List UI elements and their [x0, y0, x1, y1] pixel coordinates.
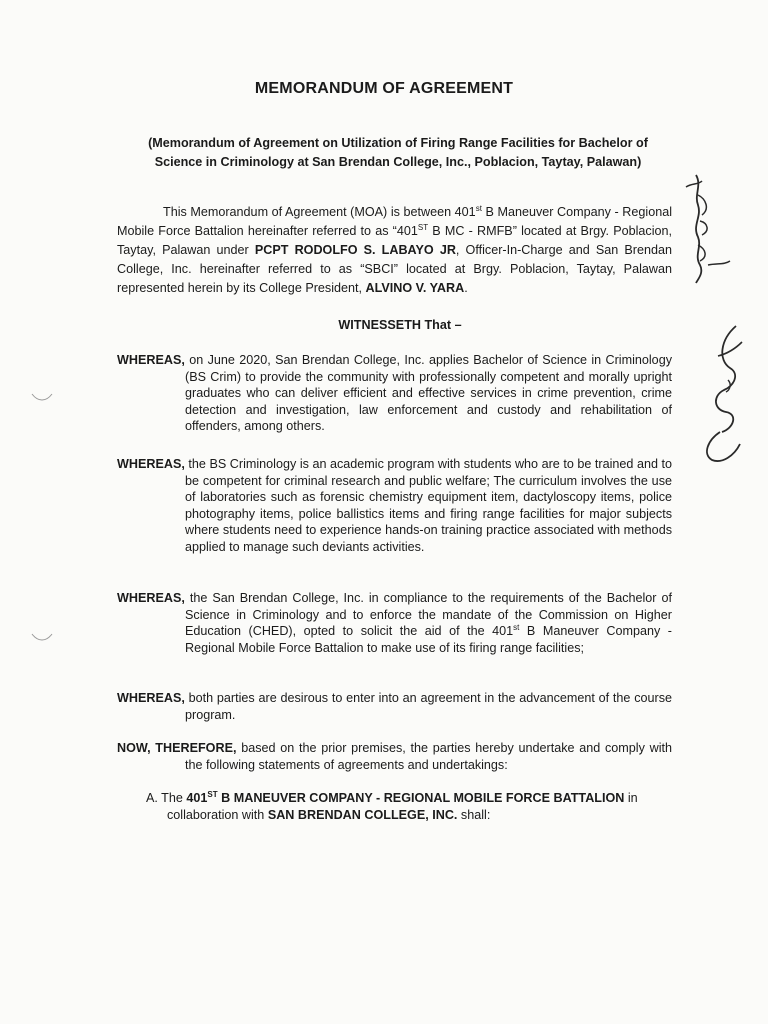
item-a [146, 790, 676, 824]
witnesseth-heading: WITNESSETH That – [338, 318, 462, 332]
whereas-clause-3 [117, 590, 672, 656]
clause-lead: WHEREAS, [117, 457, 185, 471]
clause-sup: st [513, 622, 520, 632]
now-therefore-clause [117, 740, 672, 773]
punch-hole-mark-1 [30, 392, 54, 404]
item-a-pre: The [157, 791, 187, 805]
clause-text: based on the prior premises, the parties hereby undertake and comply with the following statements of agreements and undertakings: [185, 741, 672, 772]
intro-sup-1: st [475, 203, 482, 213]
whereas-clause-2 [117, 456, 672, 555]
clause-lead: WHEREAS, [117, 591, 185, 605]
intro-paragraph [117, 203, 672, 298]
clause-lead: WHEREAS, [117, 353, 185, 367]
punch-hole-mark-2 [30, 632, 54, 644]
clause-text: the BS Criminology is an academic program with students who are to be trained and to be competent for criminal research and public welfare; The curriculum involves the use of laboratories such as forensic chemistry equipment item, dactyloscopy items, police photography items, police ballistics items and firing range facilities for major subjects where students need to experience hands-on training practice associated with methods applied to manage such deviants activities. [184, 457, 672, 554]
intro-text-3: B MC - RMFB” located at Brgy. Poblacion, Taytay, Palawan under [117, 224, 673, 257]
item-a-post: shall: [457, 808, 491, 822]
initials-signature-2 [690, 320, 760, 470]
clause-lead: WHEREAS, [117, 691, 185, 705]
document-subtitle [120, 134, 676, 172]
clause-text: on June 2020, San Brendan College, Inc. applies Bachelor of Science in Criminology (BS Crim) to provide the community with professionally competent and morally upright graduates who can deliver efficient and effective services in crime prevention, crime detection and investigation, law enforcement and custody and rehabilitation of offenders, among others. [184, 353, 672, 433]
item-a-mid: in collaboration with [167, 791, 638, 822]
president-name: ALVINO V. YARA [365, 281, 465, 295]
item-a-org-b: B MANEUVER COMPANY - REGIONAL MOBILE FORCE BATTALION [217, 791, 625, 805]
clause-text: both parties are desirous to enter into an agreement in the advancement of the course program. [184, 691, 672, 722]
initials-signature-1 [672, 165, 742, 295]
whereas-clause-4 [117, 690, 672, 723]
item-a-sup [207, 790, 217, 799]
clause-text-b: B Maneuver Company - Regional Mobile Force Battalion to make use of its firing range facilities; [185, 624, 673, 655]
item-a-org-a: 401 [186, 791, 208, 805]
subtitle-line-2: Science in Criminology at San Brendan College, Inc., Poblacion, Taytay, Palawan) [154, 155, 642, 169]
officer-name: PCPT RODOLFO S. LABAYO JR [254, 243, 456, 257]
clause-text-a: the San Brendan College, Inc. in compliance to the requirements of the Bachelor of Science in Criminology and to enforce the mandate of the Commission on Higher Education (CHED), opted to solicit the aid of the 401 [184, 591, 672, 638]
intro-text-5: . [464, 281, 468, 295]
clause-lead: NOW, THEREFORE, [117, 741, 237, 755]
intro-text-4: , Officer-In-Charge and San Brendan College, Inc. hereinafter referred to as “SBCI” located at Brgy. Poblacion, Taytay, Palawan represented herein by its College President, [117, 243, 672, 295]
item-a-marker: A. [146, 791, 158, 805]
item-a-org2: SAN BRENDAN COLLEGE, INC. [267, 808, 458, 822]
intro-text-1: This Memorandum of Agreement (MOA) is between 401 [163, 205, 476, 219]
subtitle-line-1: (Memorandum of Agreement on Utilization of Firing Range Facilities for Bachelor of [148, 136, 648, 150]
intro-text-2: B Maneuver Company - Regional Mobile Force Battalion hereinafter referred to as “401 [117, 205, 673, 238]
document-title: MEMORANDUM OF AGREEMENT [254, 80, 514, 97]
intro-sup-2: ST [417, 222, 429, 232]
whereas-clause-1 [117, 352, 672, 435]
item-a-sup-text: ST [207, 789, 218, 799]
